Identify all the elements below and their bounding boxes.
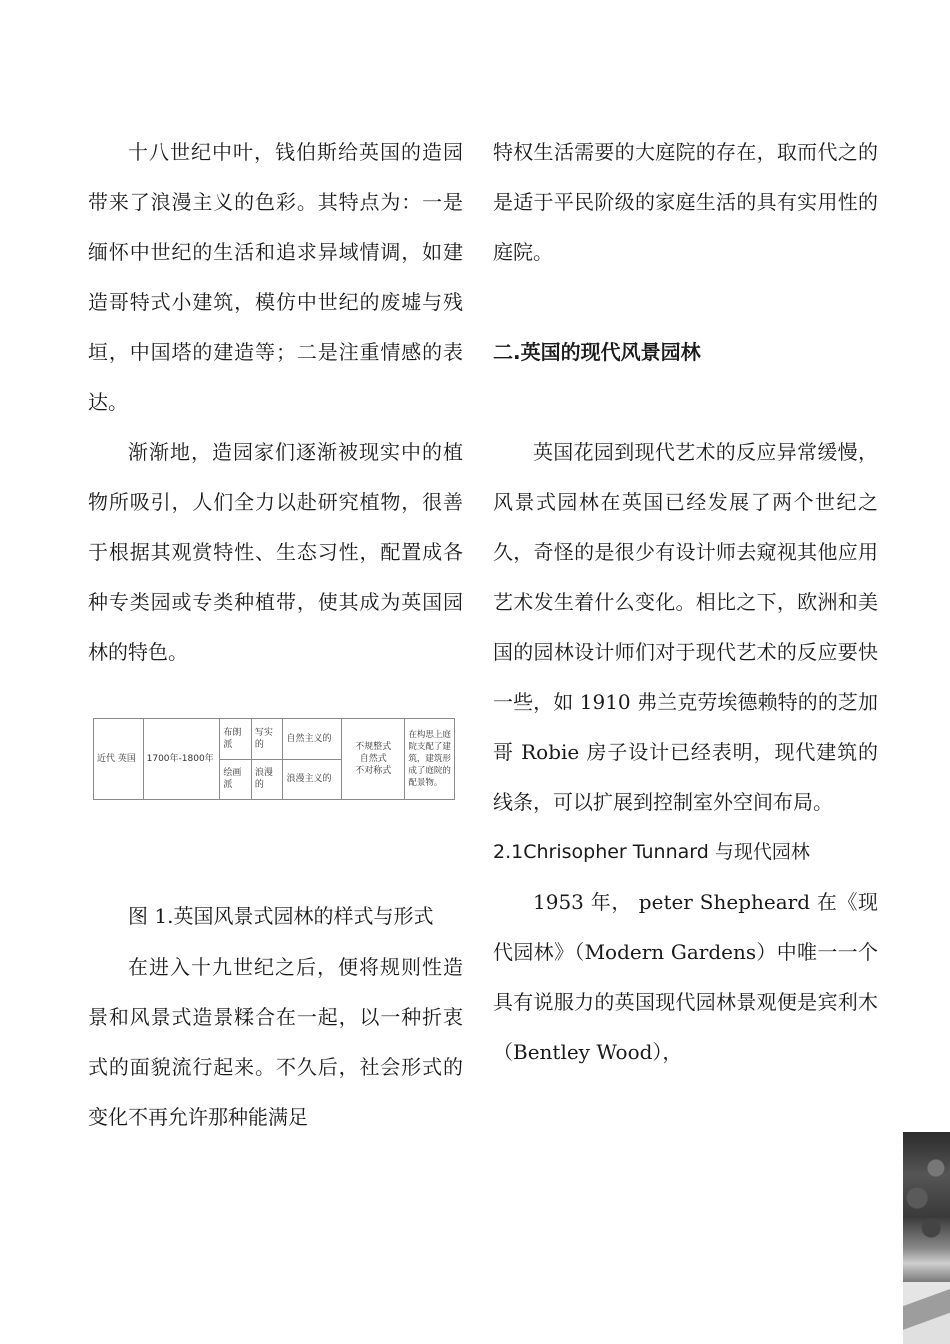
garden-photo bbox=[903, 1132, 950, 1344]
figure-caption bbox=[88, 890, 463, 1142]
subsection-heading: 2.1Chrisopher Tunnard 与现代园林 bbox=[493, 841, 810, 863]
table-cell-period: 1700年-1800年 bbox=[143, 719, 220, 800]
table-cell-layout: 不规整式 自然式 不对称式 bbox=[342, 719, 405, 800]
table-cell-school: 布朗派 bbox=[220, 719, 252, 760]
section-heading: 二.英国的现代风景园林 bbox=[493, 340, 701, 364]
left-column bbox=[88, 127, 463, 677]
paragraph-bentley-wood: 1953 年， peter Shepheard 在《现代园林》（Modern Gardens）中唯一一个具有说服力的英国现代园林景观便是宾利木（Bentley Wood）， bbox=[493, 890, 878, 1064]
garden-path bbox=[903, 1282, 950, 1344]
right-column bbox=[493, 127, 878, 1077]
paragraph-practical-courtyards: 特权生活需要的大庭院的存在，取而代之的是适于平民阶级的家庭生活的具有实用性的庭院。 bbox=[493, 140, 878, 264]
paragraph-chambers-romanticism: 十八世纪中叶，钱伯斯给英国的造园带来了浪漫主义的色彩。其特点为：一是缅怀中世纪的生活和追求异域情调，如建造哥特式小建筑，模仿中世纪的废墟与残垣，中国塔的建造等；二是注重情感的表达。 bbox=[88, 140, 463, 414]
paragraph-plant-gardens: 渐渐地，造园家们逐渐被现实中的植物所吸引，人们全力以赴研究植物，很善于根据其观赏特性、生态习性，配置成各种专类园或专类种植带，使其成为英国园林的特色。 bbox=[88, 440, 463, 664]
paragraph-nineteenth-century: 在进入十九世纪之后，便将规则性造景和风景式造景糅合在一起，以一种折衷式的面貌流行起来。不久后，社会形式的变化不再允许那种能满足 bbox=[88, 955, 463, 1129]
paragraph-modern-art-reaction: 英国花园到现代艺术的反应异常缓慢，风景式园林在英国已经发展了两个世纪之久，奇怪的是很少有设计师去窥视其他应用艺术发生着什么变化。相比之下，欧洲和美国的园林设计师们对于现代艺术的反应要快一些，如 1910 弗兰克劳埃德赖特的的芝加哥 Robie 房子设计已经表明，现代建筑的线条，可以扩展到控制室外空间布局。 bbox=[493, 440, 878, 814]
table-cell-era: 近代 英国 bbox=[94, 719, 144, 800]
tree-foliage bbox=[903, 1132, 950, 1252]
table-cell-ism: 自然主义的 bbox=[283, 719, 342, 760]
table-cell-note: 在构思上庭院支配了建筑，建筑形成了庭院的配景物。 bbox=[405, 719, 455, 800]
figure-style-table bbox=[93, 718, 455, 800]
figure-caption-text: 图 1.英国风景式园林的样式与形式 bbox=[128, 904, 434, 928]
table-cell-style: 写实的 bbox=[251, 719, 283, 760]
table-cell-school: 绘画派 bbox=[220, 759, 252, 800]
table-cell-ism: 浪漫主义的 bbox=[283, 759, 342, 800]
table-cell-style: 浪漫的 bbox=[251, 759, 283, 800]
